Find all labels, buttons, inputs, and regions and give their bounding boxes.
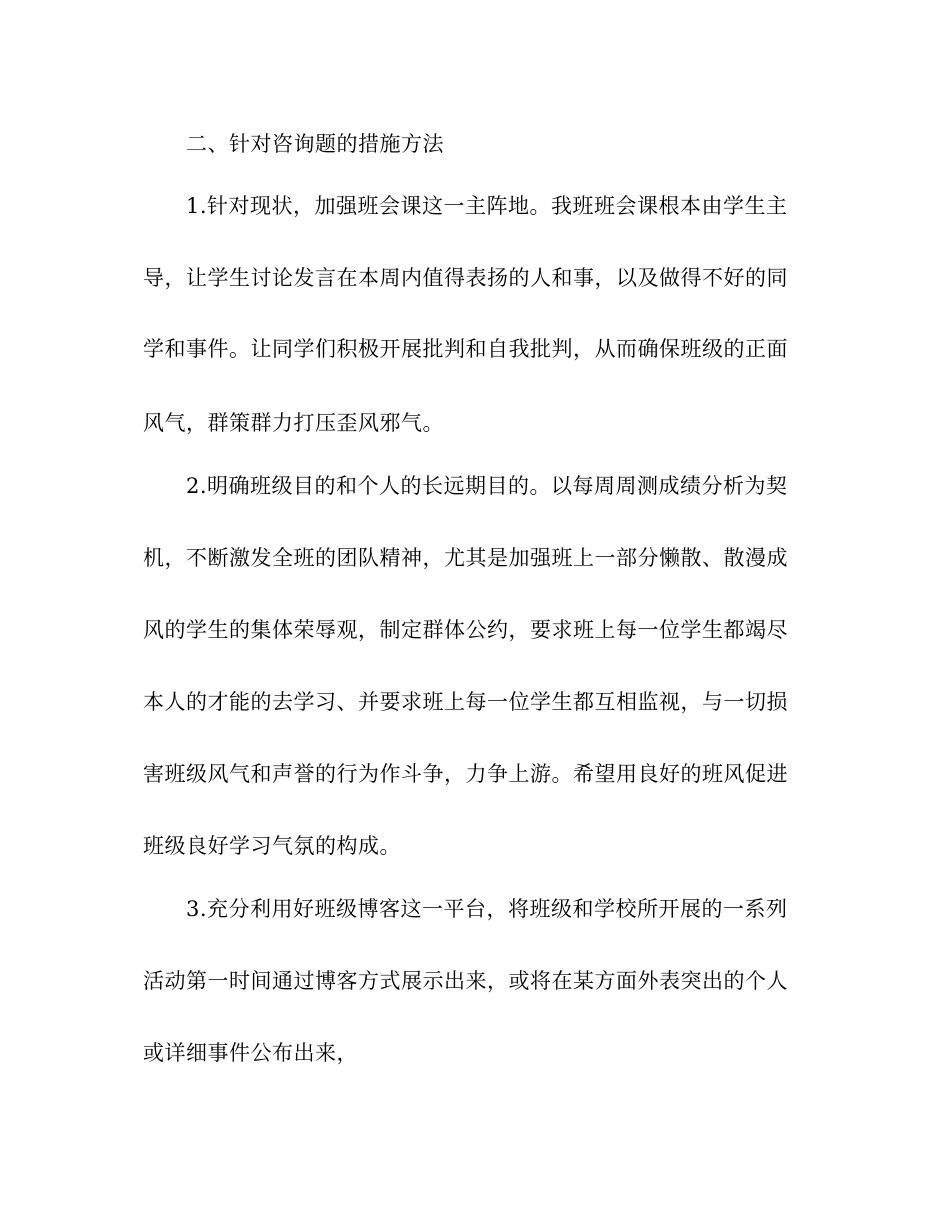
section-heading: 二、针对咨询题的措施方法 bbox=[186, 132, 444, 156]
paragraph-2-line-4: 本人的才能的去学习、并要求班上每一位学生都互相监视，与一切损 bbox=[143, 690, 788, 714]
paragraph-2-line-2: 机，不断激发全班的团队精神，尤其是加强班上一部分懒散、散漫成 bbox=[143, 546, 788, 570]
paragraph-1-line-3: 学和事件。让同学们积极开展批判和自我批判，从而确保班级的正面 bbox=[143, 337, 788, 361]
paragraph-3-line-1: 3.充分利用好班级博客这一平台，将班级和学校所开展的一系列 bbox=[186, 897, 788, 921]
paragraph-2-line-1: 2.明确班级目的和个人的长远期目的。以每周周测成绩分析为契 bbox=[186, 474, 788, 498]
paragraph-2-line-5: 害班级风气和声誉的行为作斗争，力争上游。希望用良好的班风促进 bbox=[143, 762, 788, 786]
paragraph-1-line-2: 导，让学生讨论发言在本周内值得表扬的人和事，以及做得不好的同 bbox=[143, 266, 788, 290]
paragraph-1-line-1: 1.针对现状，加强班会课这一主阵地。我班班会课根本由学生主 bbox=[186, 194, 788, 218]
paragraph-2-line-6: 班级良好学习气氛的构成。 bbox=[143, 834, 401, 858]
paragraph-1-line-4: 风气，群策群力打压歪风邪气。 bbox=[143, 411, 444, 435]
paragraph-3-line-2: 活动第一时间通过博客方式展示出来，或将在某方面外表突出的个人 bbox=[143, 969, 788, 993]
paragraph-2-line-3: 风的学生的集体荣辱观，制定群体公约，要求班上每一位学生都竭尽 bbox=[143, 618, 788, 642]
paragraph-3-line-3: 或详细事件公布出来， bbox=[143, 1041, 358, 1065]
